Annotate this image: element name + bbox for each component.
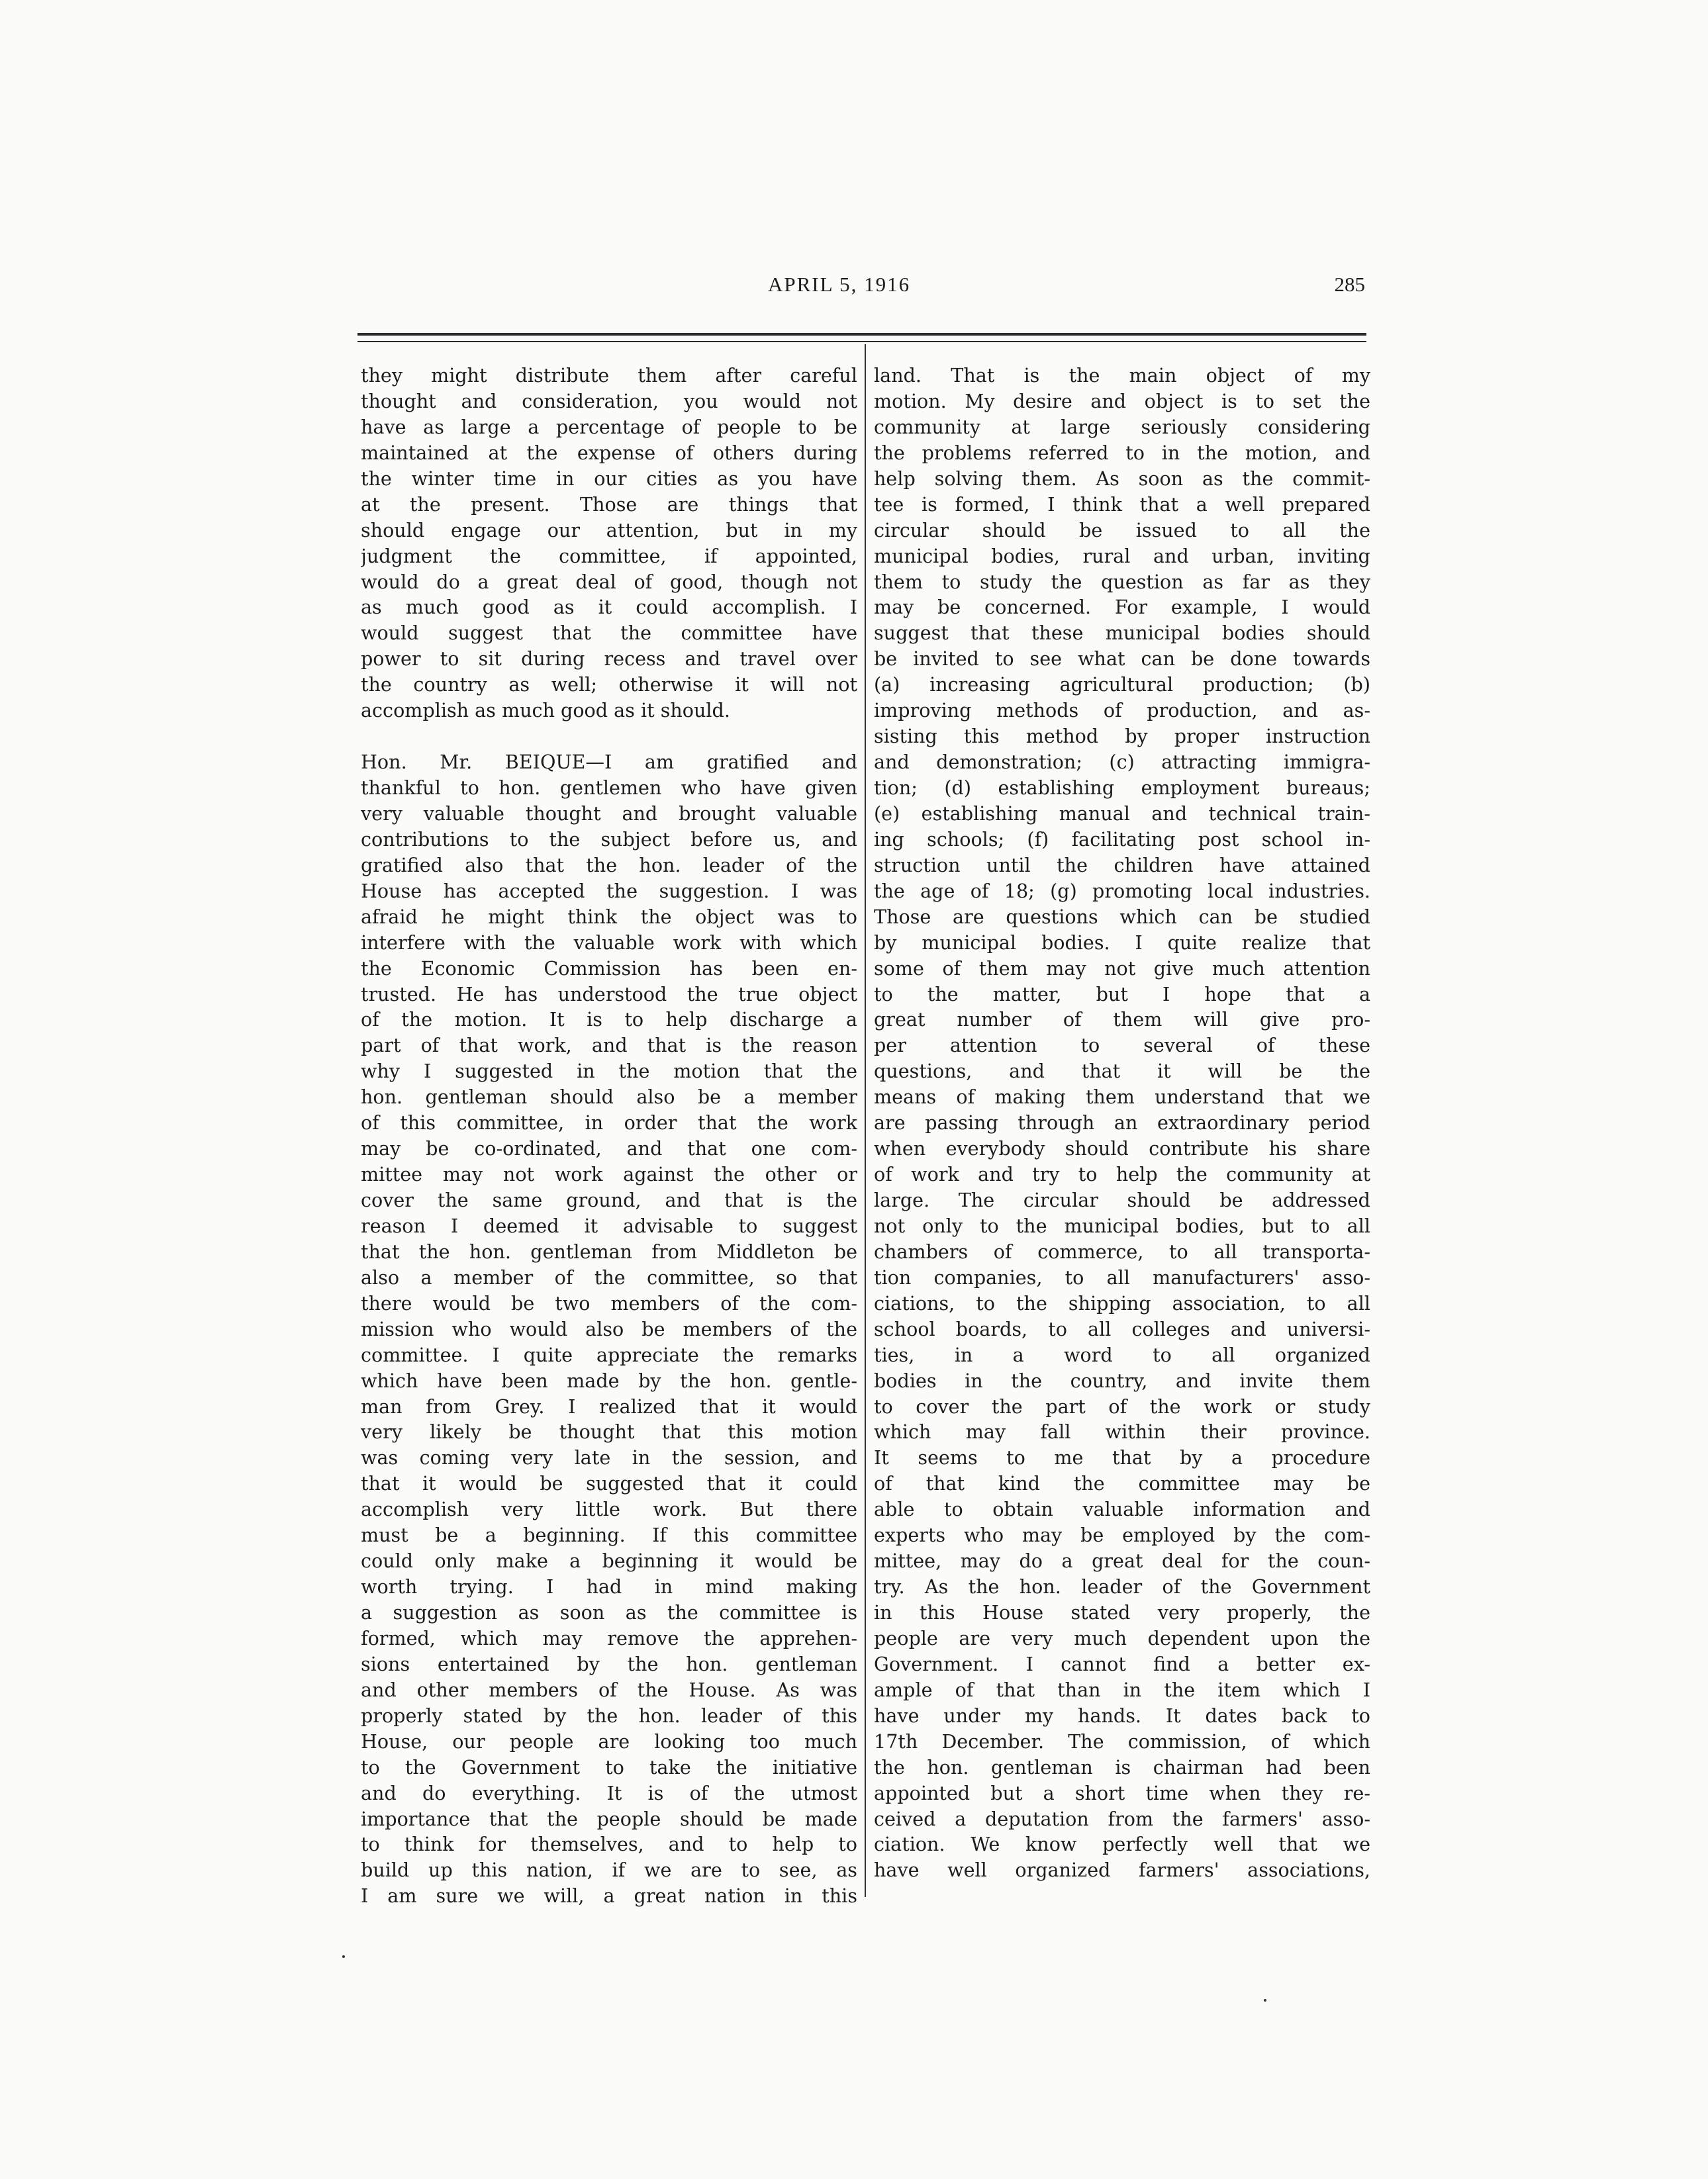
page-header — [357, 273, 1365, 312]
text-line: (e) establishing manual and technical train- — [874, 802, 1370, 825]
text-line: as much good as it could accomplish. I — [361, 596, 857, 619]
text-line: part of that work, and that is the reason — [361, 1034, 857, 1057]
text-line: the winter time in our cities as you have — [361, 467, 857, 490]
text-line: school boards, to all colleges and universi- — [874, 1317, 1370, 1340]
text-line: why I suggested in the motion that the — [361, 1060, 857, 1083]
left-paragraph-1 — [361, 363, 857, 723]
text-line: circular should be issued to all the — [874, 518, 1370, 541]
text-line: of work and try to help the community at — [874, 1163, 1370, 1186]
text-line: Those are questions which can be studied — [874, 905, 1370, 928]
text-line: sions entertained by the hon. gentleman — [361, 1652, 857, 1675]
text-line: mission who would also be members of the — [361, 1317, 857, 1340]
text-line: mittee, may do a great deal for the coun- — [874, 1550, 1370, 1573]
text-line: some of them may not give much attention — [874, 956, 1370, 980]
text-line: in this House stated very properly, the — [874, 1601, 1370, 1624]
text-line: ties, in a word to all organized — [874, 1343, 1370, 1366]
text-line: the age of 18; (g) promoting local industries. — [874, 879, 1370, 902]
text-line: was coming very late in the session, and — [361, 1446, 857, 1469]
text-line: improving methods of production, and as- — [874, 699, 1370, 722]
text-line: should engage our attention, but in my — [361, 518, 857, 541]
text-line: at the present. Those are things that — [361, 492, 857, 516]
text-line: and demonstration; (c) attracting immigra- — [874, 751, 1370, 774]
text-line: (a) increasing agricultural production; (b) — [874, 673, 1370, 696]
text-line: House has accepted the suggestion. I was — [361, 879, 857, 902]
text-line: large. The circular should be addressed — [874, 1189, 1370, 1211]
text-line: bodies in the country, and invite them — [874, 1369, 1370, 1392]
text-line: try. As the hon. leader of the Government — [874, 1575, 1370, 1599]
text-line: I am sure we will, a great nation in this — [361, 1884, 857, 1908]
text-line: people are very much dependent upon the — [874, 1626, 1370, 1649]
text-line: interfere with the valuable work with which — [361, 931, 857, 954]
text-line: thankful to hon. gentlemen who have given — [361, 776, 857, 799]
text-line: and other members of the House. As was — [361, 1678, 857, 1701]
text-line: accomplish as much good as it should. — [361, 699, 730, 722]
text-line: chambers of commerce, to all transporta- — [874, 1240, 1370, 1263]
text-line: reason I deemed it advisable to suggest — [361, 1214, 857, 1237]
scan-speck — [342, 1955, 345, 1958]
text-line: accomplish very little work. But there — [361, 1498, 857, 1521]
text-line: of the motion. It is to help discharge a — [361, 1008, 857, 1031]
page-number: 285 — [1334, 273, 1365, 296]
left-column — [361, 363, 857, 1909]
text-line: have under my hands. It dates back to — [874, 1704, 1370, 1727]
text-line: have as large a percentage of people to be — [361, 415, 857, 438]
text-line: to the Government to take the initiative — [361, 1755, 857, 1779]
text-line: by municipal bodies. I quite realize that — [874, 931, 1370, 954]
header-rule-thin — [357, 341, 1366, 342]
text-line: tee is formed, I think that a well prepared — [874, 492, 1370, 516]
text-line: have well organized farmers' associations, — [874, 1859, 1370, 1882]
text-line: maintained at the expense of others during — [361, 441, 857, 464]
text-line: It seems to me that by a procedure — [874, 1446, 1370, 1469]
text-line: may be co-ordinated, and that one com- — [361, 1137, 857, 1160]
text-line: per attention to several of these — [874, 1034, 1370, 1057]
text-line: and do everything. It is of the utmost — [361, 1781, 857, 1804]
text-line: great number of them will give pro- — [874, 1008, 1370, 1031]
text-line: committee. I quite appreciate the remarks — [361, 1343, 857, 1366]
text-line: ing schools; (f) facilitating post school in- — [874, 827, 1370, 851]
text-line: may be concerned. For example, I would — [874, 596, 1370, 619]
text-line: not only to the municipal bodies, but to all — [874, 1214, 1370, 1237]
text-line: importance that the people should be made — [361, 1807, 857, 1830]
text-line: properly stated by the hon. leader of this — [361, 1704, 857, 1727]
text-line: would suggest that the committee have — [361, 622, 857, 645]
text-line: the hon. gentleman is chairman had been — [874, 1755, 1370, 1779]
text-line: Government. I cannot find a better ex- — [874, 1652, 1370, 1675]
text-line: the country as well; otherwise it will not — [361, 673, 857, 696]
text-line: thought and consideration, you would not — [361, 389, 857, 412]
right-paragraph — [874, 363, 1370, 1883]
text-line: that the hon. gentleman from Middleton be — [361, 1240, 857, 1263]
text-line: very likely be thought that this motion — [361, 1420, 857, 1444]
text-line: land. That is the main object of my — [874, 364, 1370, 387]
text-line: trusted. He has understood the true object — [361, 982, 857, 1005]
text-line: cover the same ground, and that is the — [361, 1189, 857, 1211]
right-column — [874, 363, 1370, 1883]
text-line: of this committee, in order that the work — [361, 1111, 857, 1135]
text-line: experts who may be employed by the com- — [874, 1524, 1370, 1547]
text-line: ciations, to the shipping association, to all — [874, 1291, 1370, 1315]
text-line: suggest that these municipal bodies should — [874, 622, 1370, 645]
text-line: must be a beginning. If this committee — [361, 1524, 857, 1547]
text-line: of that kind the committee may be — [874, 1472, 1370, 1495]
text-line: ceived a deputation from the farmers' asso- — [874, 1807, 1370, 1830]
text-line: there would be two members of the com- — [361, 1291, 857, 1315]
text-line: very valuable thought and brought valuable — [361, 802, 857, 825]
column-divider — [865, 344, 866, 1897]
text-line: that it would be suggested that it could — [361, 1472, 857, 1495]
text-line: able to obtain valuable information and — [874, 1498, 1370, 1521]
text-line: gratified also that the hon. leader of the — [361, 853, 857, 876]
text-line: a suggestion as soon as the committee is — [361, 1601, 857, 1624]
text-line: worth trying. I had in mind making — [361, 1575, 857, 1599]
text-line: could only make a beginning it would be — [361, 1550, 857, 1573]
text-line: ample of that than in the item which I — [874, 1678, 1370, 1701]
text-line: 17th December. The commission, of which — [874, 1730, 1370, 1753]
text-line: them to study the question as far as they — [874, 570, 1370, 593]
text-line: motion. My desire and object is to set the — [874, 389, 1370, 412]
text-line: municipal bodies, rural and urban, inviting — [874, 544, 1370, 567]
text-line: they might distribute them after careful — [361, 364, 857, 387]
text-line: are passing through an extraordinary period — [874, 1111, 1370, 1135]
text-line: appointed but a short time when they re- — [874, 1781, 1370, 1804]
text-line: the problems referred to in the motion, and — [874, 441, 1370, 464]
paragraph-gap — [361, 723, 857, 749]
page-date: APRIL 5, 1916 — [768, 273, 911, 296]
text-line: formed, which may remove the apprehen- — [361, 1626, 857, 1649]
text-line: means of making them understand that we — [874, 1086, 1370, 1109]
text-line: judgment the committee, if appointed, — [361, 544, 857, 567]
text-line: be invited to see what can be done towards — [874, 647, 1370, 671]
text-line: contributions to the subject before us, and — [361, 827, 857, 851]
scan-speck — [1264, 1999, 1266, 2002]
text-line: mittee may not work against the other or — [361, 1163, 857, 1186]
text-line: House, our people are looking too much — [361, 1730, 857, 1753]
text-line: the Economic Commission has been en- — [361, 956, 857, 980]
text-line: power to sit during recess and travel over — [361, 647, 857, 671]
text-line: which have been made by the hon. gentle- — [361, 1369, 857, 1392]
text-line: also a member of the committee, so that — [361, 1266, 857, 1289]
text-line: build up this nation, if we are to see, as — [361, 1859, 857, 1882]
text-line: to think for themselves, and to help to — [361, 1833, 857, 1856]
text-line: man from Grey. I realized that it would — [361, 1395, 857, 1418]
text-line: afraid he might think the object was to — [361, 905, 857, 928]
left-paragraph-2 — [361, 749, 857, 1909]
header-rule-thick — [357, 333, 1366, 336]
text-line: struction until the children have attained — [874, 853, 1370, 876]
text-line: hon. gentleman should also be a member — [361, 1086, 857, 1109]
text-line: Hon. Mr. BEIQUE—I am gratified and — [361, 751, 857, 774]
text-line: ciation. We know perfectly well that we — [874, 1833, 1370, 1856]
text-line: help solving them. As soon as the commit- — [874, 467, 1370, 490]
text-line: sisting this method by proper instruction — [874, 725, 1370, 748]
text-line: questions, and that it will be the — [874, 1060, 1370, 1083]
text-line: would do a great deal of good, though not — [361, 570, 857, 593]
text-line: tion companies, to all manufacturers' asso- — [874, 1266, 1370, 1289]
text-line: community at large seriously considering — [874, 415, 1370, 438]
text-line: to the matter, but I hope that a — [874, 982, 1370, 1005]
text-line: to cover the part of the work or study — [874, 1395, 1370, 1418]
text-line: when everybody should contribute his share — [874, 1137, 1370, 1160]
text-line: which may fall within their province. — [874, 1420, 1370, 1444]
text-line: tion; (d) establishing employment bureaus; — [874, 776, 1370, 799]
